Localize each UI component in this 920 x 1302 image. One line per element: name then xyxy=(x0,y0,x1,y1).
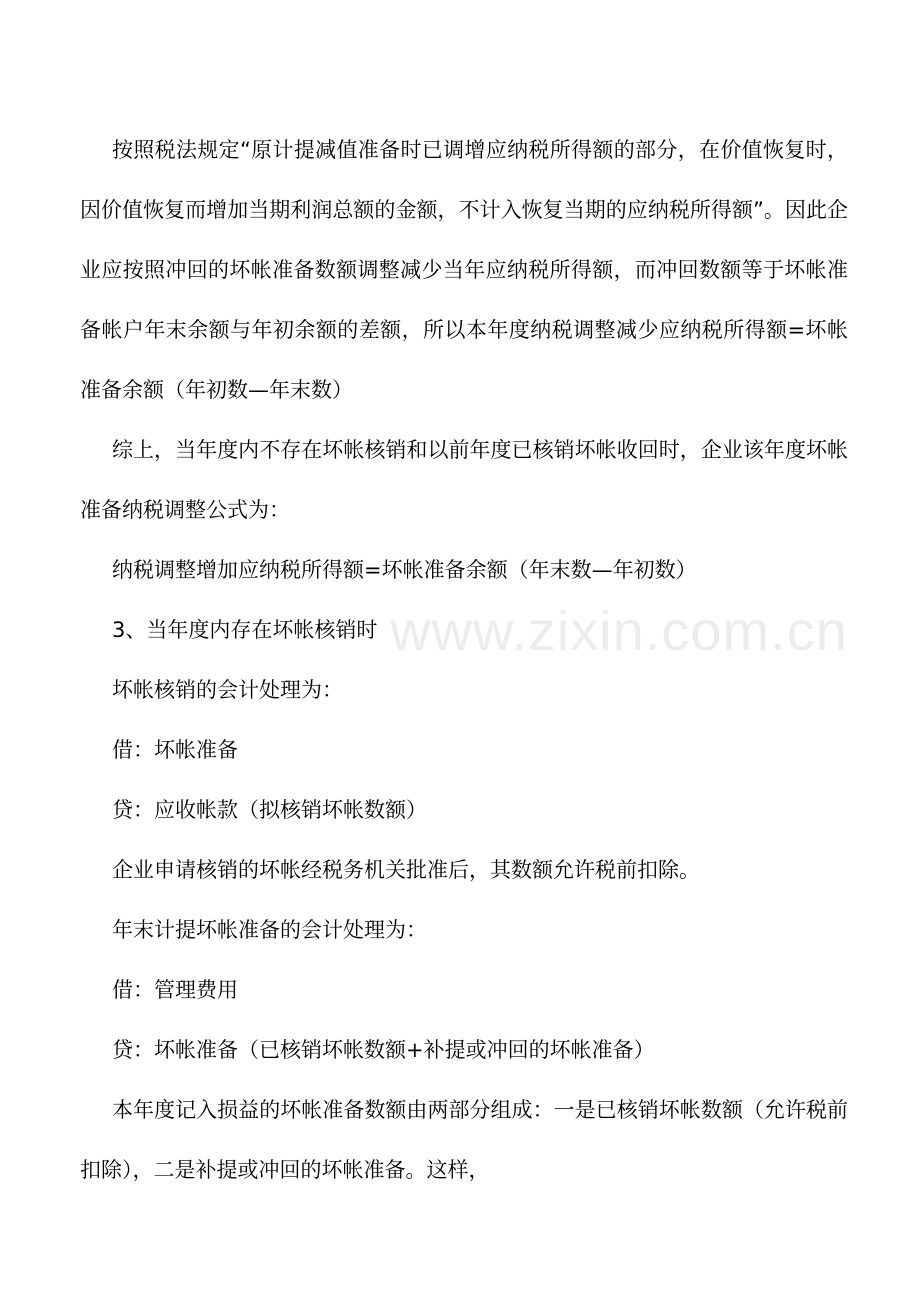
paragraph-summary: 综上，当年度内不存在坏帐核销和以前年度已核销坏帐收回时，企业该年度坏帐准备纳税调整公式为： xyxy=(80,438,848,522)
paragraph-debit-admin-expense: 借：管理费用 xyxy=(112,978,238,1002)
paragraph-formula: 纳税调整增加应纳税所得额=坏帐准备余额（年末数—年初数） xyxy=(112,558,697,582)
paragraph-yearend-entry-intro: 年末计提坏帐准备的会计处理为： xyxy=(112,918,427,942)
paragraph-credit-bad-debt-reserve: 贷：坏帐准备（已核销坏帐数额+补提或冲回的坏帐准备） xyxy=(112,1038,655,1062)
paragraph-tax-rule: 按照税法规定“原计提减值准备时已调增应纳税所得额的部分，在价值恢复时，因价值恢复而增加当期利润总额的金额，不计入恢复当期的应纳税所得额”。因此企业应按照冲回的坏帐准备数额调整减少当年应纳税所得额，而冲回数额等于坏帐准备帐户年末余额与年初余额的差额，所以本年度纳税调整减少应纳税所得额=坏帐准备余额（年初数—年末数） xyxy=(80,138,848,402)
paragraph-writeoff-entry-intro: 坏帐核销的会计处理为： xyxy=(112,678,343,702)
paragraph-section-heading: 3、当年度内存在坏帐核销时 xyxy=(112,618,378,642)
paragraph-credit-receivables: 贷：应收帐款（拟核销坏帐数额） xyxy=(112,798,427,822)
paragraph-deduction-approval: 企业申请核销的坏帐经税务机关批准后，其数额允许税前扣除。 xyxy=(112,858,700,882)
paragraph-profit-loss-composition: 本年度记入损益的坏帐准备数额由两部分组成：一是已核销坏帐数额（允许税前扣除），二是补提或冲回的坏帐准备。这样， xyxy=(80,1098,848,1182)
paragraph-debit-bad-debt-reserve: 借：坏帐准备 xyxy=(112,738,238,762)
document-body xyxy=(80,120,848,1200)
site-watermark: www.zixin.com.cn xyxy=(390,599,848,662)
